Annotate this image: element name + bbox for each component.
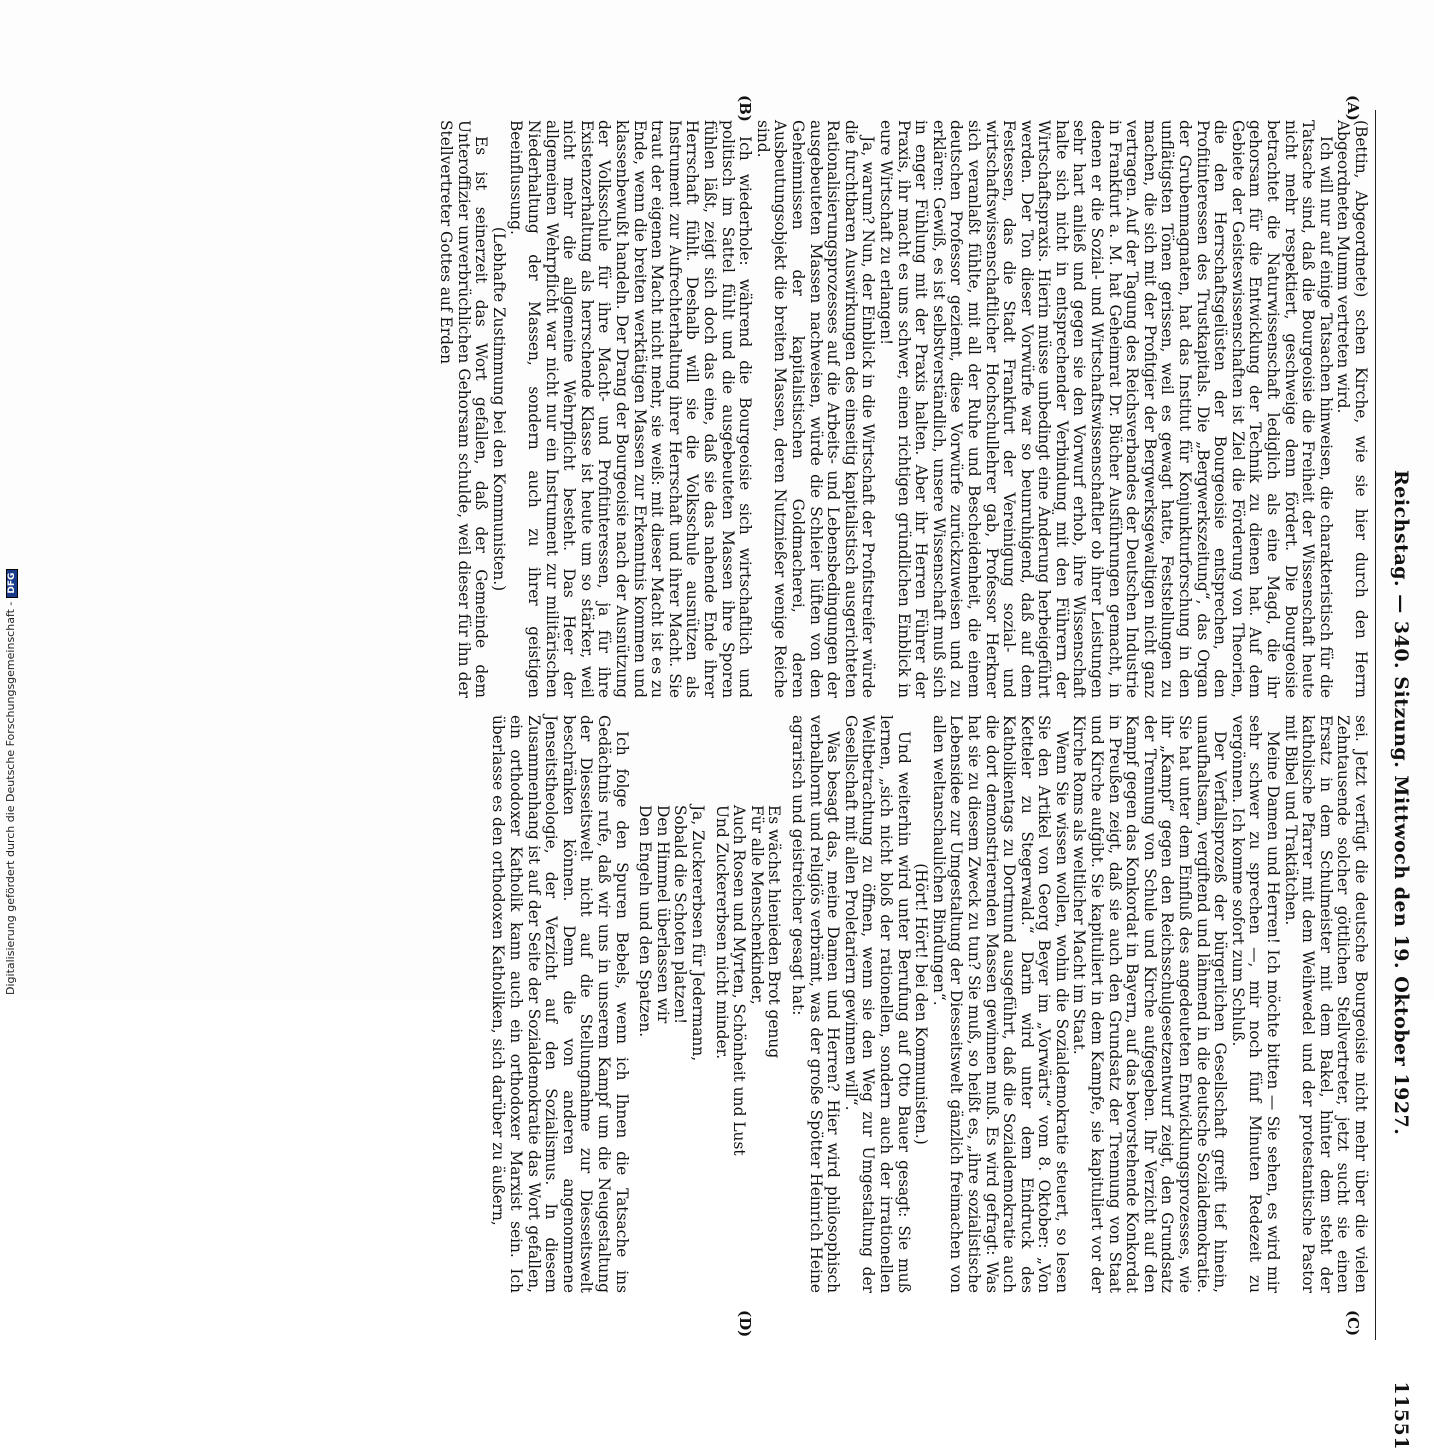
paragraph: Ja, warum? Nun, der Einblick in die Wirtschaft der Profitstreifer würde die furchtbaren Auswirkungen des einseitig kapitalistisch ausgerichteten Rationalisierungsprozesses auf die Arbeits- und Lebensbedingungen der ausgebeuteten Massen nachweisen, würde die Schleier lüften von den Geheimnissen der kapitalistischen Goldmacherei, deren Ausbeutungsobjekt die breiten Massen, deren Nutznießer wenige Reiche sind. — [753, 120, 878, 698]
header-rule — [1375, 110, 1376, 1340]
left-column — [437, 120, 1369, 698]
verse-line: Für alle Menschenkinder, — [747, 805, 766, 1005]
verse-line: Es wächst hienieden Brot genug — [765, 805, 784, 1059]
verse-line: Ja, Zuckererbsen für Jedermann, — [689, 805, 708, 1062]
header-title: Reichstag. — 340. Sitzung. Mittwoch den 19. Oktober 1927. — [1390, 470, 1412, 1136]
credit-text: Digitalisierung gefördert durch die Deutsche Forschungsgemeinschaft - — [4, 601, 17, 995]
paragraph: Meine Damen und Herren! Ich möchte bitten — Sie sehen, es wird mir sehr schwer zu sprechen —, mir noch fünf Minuten Redezeit zu vergönnen. Ich komme sofort zum Schluß. — [1228, 715, 1283, 1293]
paragraph: Es ist seinerzeit das Wort gefallen, daß der Gemeinde dem Unteroffizier unverbrüchlichen Gehorsam schulde, weil dieser für ihn der Stellvertreter Gottes auf Erden — [437, 120, 491, 698]
right-column — [489, 715, 1369, 1293]
verse-line: Auch Rosen und Myrten, Schönheit und Lust — [730, 805, 749, 1156]
verse-line: Und Zuckererbsen nicht minder. — [712, 805, 731, 1060]
verse-line: Den Himmel überlassen wir — [653, 805, 672, 1024]
paragraph: sei. Jetzt verfügt die deutsche Bourgeoisie nicht mehr über die vielen Zehntausende solcher göttlichen Stellvertreter, jetzt sucht sie einen Ersatz in dem Schulmeister mit dem Bakel, hinter dem steht der katholische Pfarrer mit dem Weihwedel und der protestantische Pastor mit Bibel und Traktätchen. — [1281, 715, 1370, 1293]
verse-line: Den Engeln und den Spatzen. — [636, 805, 655, 1038]
paragraph: Ich will nur auf einige Tatsachen hinweisen, die charakteristisch für die Tatsache sind, daß die Bourgeoisie die Freiheit der Wissenschaft heute nicht mehr respektiert, geschweige denn fördert. Die Bourgeoisie betrachtet die Naturwissenschaft lediglich als eine Magd, die ihr gehorsam für die Entwicklung der Technik zu dienen hat. Auf dem Gebiete der Geisteswissenschaften ist Ziel die Förderung von Theorien, die den Herrschaftsgelüsten der Bourgeoisie entsprechen, den Profitinteressen des Trustkapitals. Die „Bergwerkszeitung“, das Organ der Grubenmagnaten, hat das Institut für Konjunkturforschung in den unflätigsten Tönen gerissen, weil es gewagt hatte, Feststellungen zu machen, die sich mit der Profitgier der Bergwerksgewaltigen nicht ganz vertragen. Auf der Tagung des Reichsverbandes der Deutschen Industrie in Frankfurt a. M. hat Geheimrat Dr. Bücher Ausführungen gemacht, in denen er die Sozial- und Wirtschaftswissenschaftler ob ihrer Leistungen sehr hart anließ und gegen sie den Vorwurf erhob, ihre Wissenschaft halte sich nicht in entsprechender Verbindung mit den Führern der Wirtschaftspraxis. Hierin müsse unbedingt eine Änderung herbeigeführt werden. Der Ton dieser Vorwürfe war so beunruhigend, daß auf dem Festessen, das die Stadt Frankfurt der Vereinigung sozial- und wirtschaftswissenschaftlicher Hochschullehrer gab, Professor Herkner sich veranlaßt fühlte, mit all der Ruhe und Bescheidenheit, die einem deutschen Professor geziemt, diese Vorwürfe zurückzuweisen und zu erklären: Gewiß, es ist selbstverständlich, unsere Wissenschaft muß sich in enger Fühlung mit der Praxis halten. Aber ihr Herren Führer der Praxis, ihr macht es uns schwer, einen richtigen gründlichen Einblick in eure Wirtschaft zu erlangen! — [876, 120, 1335, 698]
interjection: (Lebhafte Zustimmung bei den Kommunisten.) — [489, 226, 508, 592]
margin-mark-c: (C) — [1344, 1310, 1362, 1337]
paragraph: Ich folge den Spuren Bebels, wenn ich Ihnen die Tatsache ins Gedächtnis rufe, daß wir uns in unserem Kampf um die Neugestaltung der Diesseitswelt nicht auf die Stellungnahme zur Diesseitswelt beschränken können. Denn die von anderen angenommene Jenseitstheologie, der Verzicht auf den Sozialismus. In diesem Zusammenhang ist auf der Seite der Sozialdemokratie das Wort gefallen, ein orthodoxer Katholik kann auch ein orthodoxer Marxist sein. Ich überlasse es den orthodoxen Katholiken, sich darüber zu äußern, — [489, 715, 631, 1293]
paragraph: Was besagt das, meine Damen und Herren? Hier wird philosophisch verbalhornt und religiös verbrämt, was der große Spötter Heinrich Heine agrarisch und geistreicher gesagt hat: — [789, 715, 843, 1293]
paragraph: Wenn Sie wissen wollen, wohin die Sozialdemokratie steuert, so lesen Sie den Artikel von Georg Beyer im „Vorwärts“ vom 8. Oktober: „Von Ketteler zu Stegerwald.“ Darin wird unter dem Eindruck des Katholikentags zu Dortmund ausgeführt, daß die Sozialdemokratie auch die dort demonstrierenden Massen gewinnen muß. Es wird gefragt: Was hat sie zu diesem Zweck zu tun? Sie muß, so heißt es, „ihre sozialistische Lebensidee zur Umgestaltung der Diesseitswelt gänzlich freimachen von allen weltanschaulichen Bindungen“. — [929, 715, 1071, 1293]
page-header — [1372, 120, 1412, 1450]
verse-line: Sobald die Schoten platzen! — [671, 805, 690, 1025]
margin-mark-a: (A) — [1344, 95, 1362, 121]
paragraph: Der Verfallsprozeß der bürgerlichen Gesellschaft greift tief hinein, unaufhaltsam, vergiftend und lähmend in die deutsche Sozialdemokratie. Sie hat unter dem Einfluß des angedeuteten Entwicklungsprozesses, wie ihr „Kampf“ gegen den Reichsschulgesetzentwurf zeigt, den Grundsatz der Trennung von Schule und Kirche aufgegeben. Ihr Verzicht auf den Kampf gegen das Konkordat in Bayern, auf das bevorstehende Konkordat in Preußen zeigt, daß sie auch den Grundsatz der Trennung von Staat und Kirche aufgibt. Sie kapituliert in dem Kampfe, sie kapituliert vor der Kirche Roms als weltlicher Macht im Staat. — [1070, 715, 1230, 1293]
paragraph: Ich wiederhole: während die Bourgeoisie sich wirtschaftlich und politisch im Sattel fühlt und die ausgebeuteten Massen ihre Sporen fühlen läßt, zeigt sich doch das eine, daß sie das nahende Ende ihrer Herrschaft fühlt. Deshalb will sie die Volksschule ausnützen als Instrument zur Aufrechterhaltung ihrer Herrschaft und ihrer Macht. Sie traut der eigenen Macht nicht mehr, sie weiß: mit dieser Macht ist es zu Ende, wenn die breiten werktätigen Massen zur Erkenntnis kommen und klassenbewußt handeln. Der Drang der Bourgeoisie nach der Ausnützung der Volksschule für ihre Macht- und Profitinteressen, ja für ihre Existenzerhaltung als herrschende Klasse ist heute um so stärker, weil nicht mehr die allgemeine Wehrpflicht besteht. Das Heer der allgemeinen Wehrpflicht war nicht nur ein Instrument zur militärischen Niederhaltung der Massen, sondern auch zu ihrer geistigen Beeinflussung. — [507, 120, 755, 698]
paragraph: Und weiterhin wird unter Berufung auf Otto Bauer gesagt: Sie muß lernen, „sich nicht bloß der rationellen, sondern auch der irrationellen Weltbetrachtung zu öffnen, wenn sie den Weg zur Umgestaltung der Gesellschaft mit allen Proletariern gewinnen will“. — [841, 715, 913, 1293]
page-number: 11551 — [1390, 1381, 1412, 1450]
dfg-logo: DFG — [6, 569, 18, 598]
margin-mark-d: (D) — [736, 1310, 754, 1338]
interjection: (Hört! Hört! bei den Kommunisten.) — [912, 863, 931, 1145]
paragraph: (Bettin, Abgeordnete) schen Kirche, wie sie hier durch den Herrn Abgeordneten Mumm vertreten wird. — [1334, 120, 1370, 698]
margin-mark-b: (B) — [736, 95, 754, 122]
digitization-credit — [4, 5, 22, 995]
